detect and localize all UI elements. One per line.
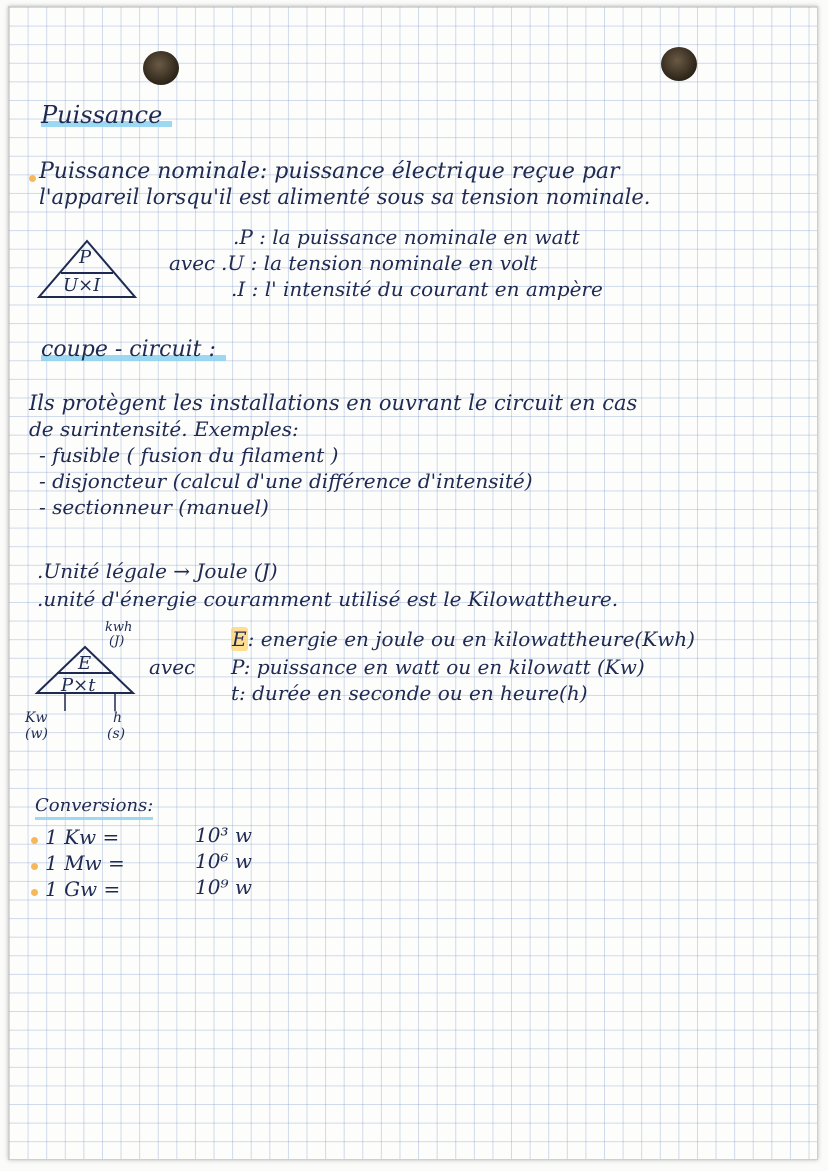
var-t: t: durée en seconde ou en heure(h): [231, 681, 588, 705]
unite-energie: .unité d'énergie couramment utilisé est le Kilowattheure.: [37, 587, 619, 611]
coupe-line2: de surintensité. Exemples:: [29, 417, 299, 441]
triangle-pt-label: P×t: [61, 675, 96, 696]
coupe-line1: Ils protègent les installations en ouvrant le circuit en cas: [29, 391, 638, 415]
bullet: [31, 837, 38, 844]
avec-label: avec: [169, 251, 216, 275]
conversion-right: 10⁹ w: [195, 875, 252, 899]
unit-right-a: h: [113, 710, 123, 726]
var-e: [231, 629, 695, 649]
bullet: [31, 863, 38, 870]
avec-label-2: avec: [149, 655, 196, 679]
unit-top-b: (J): [109, 634, 125, 649]
triangle-e-label: E: [78, 653, 92, 674]
punch-hole-right: [661, 47, 697, 81]
unit-top-a: kwh: [105, 620, 133, 635]
var-e-letter: E: [232, 627, 247, 651]
unit-right-b: (s): [107, 726, 126, 742]
punch-hole-left: [143, 51, 179, 85]
definition-line2: l'appareil lorsqu'il est alimenté sous sa tension nominale.: [39, 185, 651, 209]
conversion-right: 10⁶ w: [195, 849, 252, 873]
unit-left-b: (w): [25, 726, 48, 742]
conversion-left: 1 Gw =: [45, 877, 121, 901]
conversion-left: 1 Kw =: [45, 825, 120, 849]
list-item: - disjoncteur (calcul d'une différence d'intensité): [39, 469, 533, 493]
conversion-right: 10³ w: [195, 823, 252, 847]
var-u: .U : la tension nominale en volt: [221, 251, 538, 275]
triangle-bottom-label: U×I: [63, 275, 101, 296]
bullet: [31, 889, 38, 896]
unite-legale: .Unité légale → Joule (J): [37, 559, 278, 583]
list-item: - fusible ( fusion du filament ): [39, 443, 339, 467]
unit-left-a: Kw: [25, 710, 48, 726]
title-coupe-circuit: coupe - circuit :: [41, 339, 226, 361]
triangle-top-label: P: [79, 247, 92, 268]
definition-line1: Puissance nominale: puissance électrique reçue par: [39, 159, 620, 184]
var-p-energie: P: puissance en watt ou en kilowatt (Kw): [231, 655, 645, 679]
title-conversions: Conversions:: [35, 797, 153, 820]
notebook-page: [8, 6, 818, 1160]
title-puissance: Puissance: [41, 103, 172, 127]
list-item: - sectionneur (manuel): [39, 495, 269, 519]
var-p: .P : la puissance nominale en watt: [233, 225, 580, 249]
var-e-text: : energie en joule ou en kilowattheure(Kwh): [247, 627, 695, 651]
bullet: [29, 175, 36, 182]
conversion-left: 1 Mw =: [45, 851, 125, 875]
var-i: .I : l' intensité du courant en ampère: [231, 277, 603, 301]
